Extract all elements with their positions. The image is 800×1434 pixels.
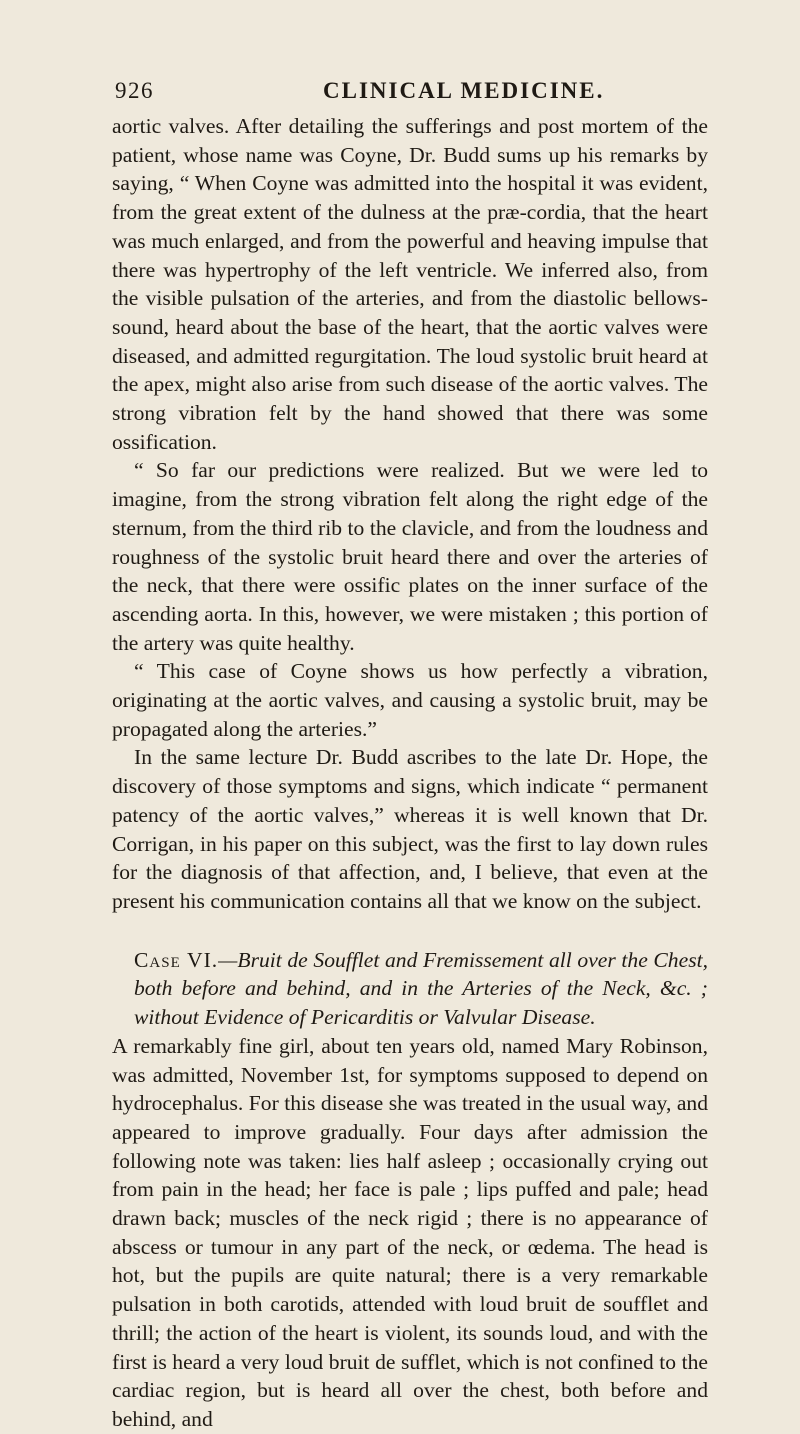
page-number: 926 <box>115 78 154 103</box>
page-body <box>112 112 708 1434</box>
case-paragraph: A remarkably fine girl, about ten years old, named Mary Robinson, was admitted, November 1st, for symptoms supposed to depend on hydrocephalus. For this disease she was treated in the usual way, and appeared to improve gradually. Four days after admission the following note was taken: lies half asleep ; occasionally crying out from pain in the head; her face is pale ; lips puffed and pale; head drawn back; muscles of the neck rigid ; there is no appearance of abscess or tumour in any part of the neck, or œdema. The head is hot, but the pupils are quite natural; there is a very remarkable pulsation in both carotids, attended with loud bruit de soufflet and thrill; the action of the heart is violent, its sounds loud, and with the first is heard a very loud bruit de sufflet, which is not confined to the cardiac region, but is heard all over the chest, both before and behind, and <box>112 1033 708 1431</box>
paragraph: aortic valves. After detailing the sufferings and post mortem of the patient, whose name was Coyne, Dr. Budd sums up his remarks by saying, “ When Coyne was admitted into the hospital it was evident, from the great extent of the dulness at the præ-cordia, that the heart was much enlarged, and from the powerful and heaving impulse that there was hypertrophy of the left ventricle. We inferred also, from the visible pulsation of the arteries, and from the diastolic bellows-sound, heard about the base of the heart, that the aortic valves were diseased, and admitted regurgitation. The loud systolic bruit heard at the apex, might also arise from such disease of the aortic valves. The strong vibration felt by the hand showed that there was some ossification. <box>112 114 708 454</box>
paragraph: “ So far our predictions were realized. But we were led to imagine, from the strong vibration felt along the right edge of the sternum, from the third rib to the clavicle, and from the loudness and roughness of the systolic bruit heard there and over the arteries of the neck, that there were ossific plates on the inner surface of the ascending aorta. In this, however, we were mistaken ; this portion of the artery was quite healthy. <box>112 458 708 655</box>
case-label: Case VI. <box>134 947 219 972</box>
case-heading <box>112 946 708 1032</box>
running-title: CLINICAL MEDICINE. <box>323 78 605 103</box>
case-title: —Bruit de Soufflet and Fremissement all over the Chest, both before and behind, and in the Arteries of the Neck, &c. ; without Evidence of Pericarditis or Valvular Disease. <box>134 947 708 1030</box>
paragraph: “ This case of Coyne shows us how perfectly a vibration, originating at the aortic valves, and causing a systolic bruit, may be propagated along the arteries.” <box>112 659 708 741</box>
paragraph: In the same lecture Dr. Budd ascribes to the late Dr. Hope, the discovery of those symptoms and signs, which indicate “ permanent patency of the aortic valves,” whereas it is well known that Dr. Corrigan, in his paper on this subject, was the first to lay down rules for the diagnosis of that affection, and, I believe, that even at the present his communication contains all that we know on the subject. <box>112 745 708 913</box>
